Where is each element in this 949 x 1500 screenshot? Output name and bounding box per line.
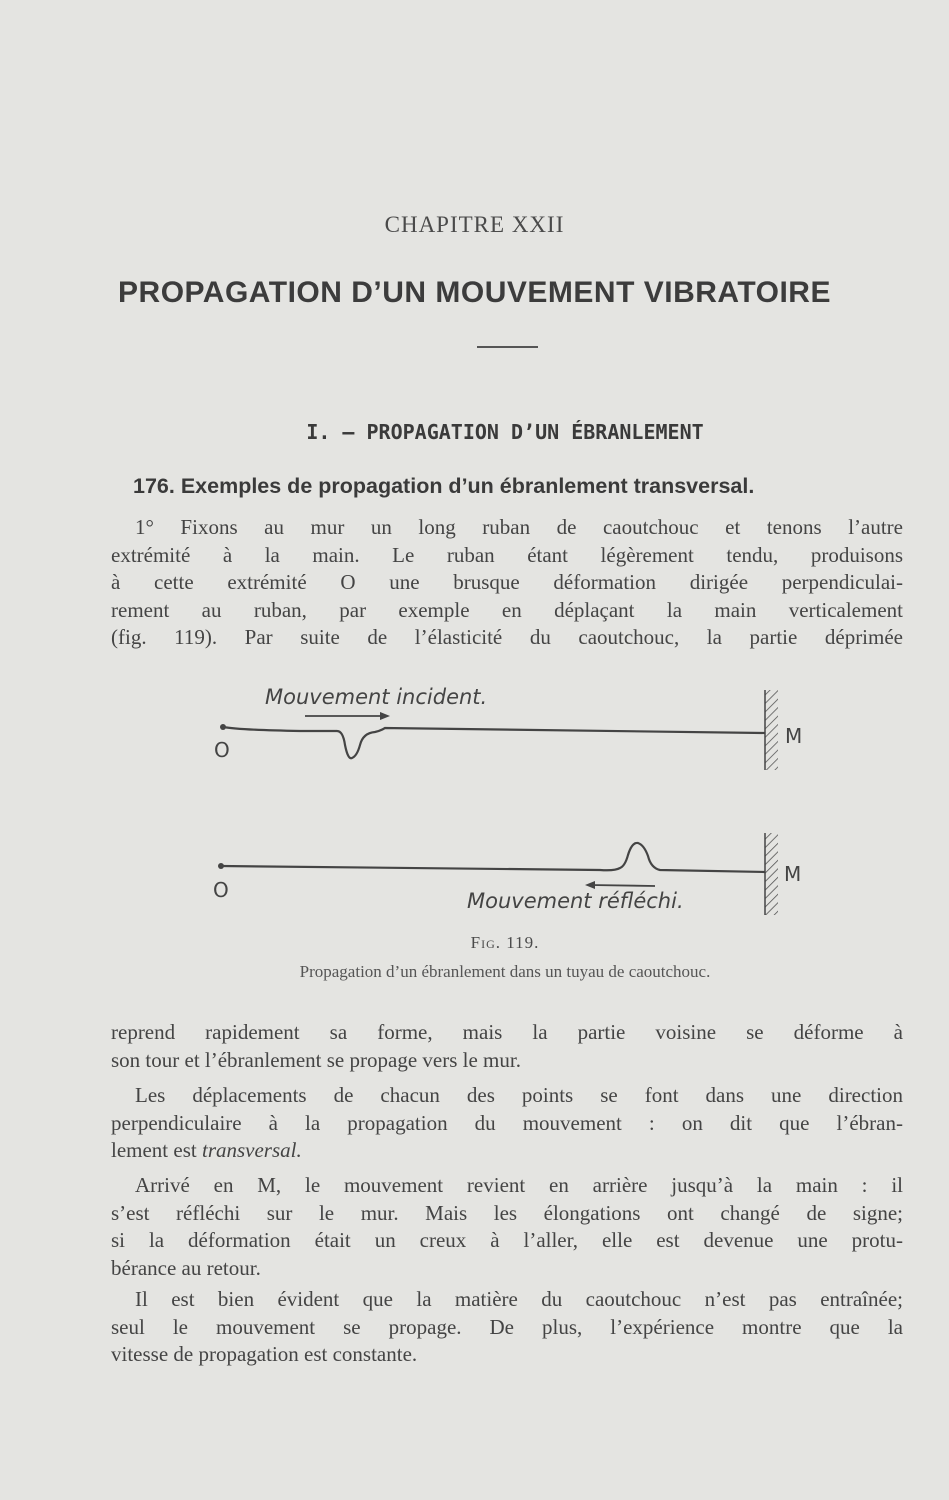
figure-caption: Propagation d’un ébranlement dans un tuyau de caoutchouc. — [299, 962, 711, 981]
paragraph-line: bérance au retour. — [111, 1255, 261, 1280]
wall-bottom — [765, 833, 778, 915]
subsection-heading: 176. Exemples de propagation d’un ébranlement transversal. — [133, 474, 755, 498]
paragraph-line: 1° Fixons au mur un long ruban de caoutchouc et tenons l’autre — [135, 515, 903, 539]
rope-with-trough — [223, 727, 765, 758]
incident-arrowhead — [380, 712, 390, 720]
title-divider — [477, 346, 538, 348]
paragraph-5 — [111, 1286, 903, 1369]
paragraph-line: Les déplacements de chacun des points se font dans une direction — [135, 1083, 903, 1107]
reflected-arrow — [590, 885, 655, 886]
paragraph-line: son tour et l’ébranlement se propage vers le mur. — [111, 1047, 521, 1072]
paragraph-2 — [111, 1019, 903, 1074]
point-m-label-top: M — [785, 724, 803, 748]
paragraph-line: si la déformation était un creux à l’aller, elle est devenue une protu- — [111, 1228, 903, 1252]
point-o-dot-top — [220, 724, 226, 730]
paragraph-3 — [111, 1082, 903, 1165]
emphasis-text: transversal. — [201, 1138, 302, 1162]
paragraph-line: seul le mouvement se propage. De plus, l’expérience montre que la — [111, 1314, 903, 1339]
paragraph-line: (fig. 119). Par suite de l’élasticité du caoutchouc, la partie déprimée — [111, 625, 903, 649]
chapter-title: PROPAGATION D’UN MOUVEMENT VIBRATOIRE — [118, 276, 831, 309]
paragraph-text: lement est — [111, 1138, 202, 1162]
point-o-label-bottom: O — [213, 878, 229, 902]
paragraph-1 — [111, 514, 903, 652]
wall-top — [765, 690, 778, 770]
paragraph-line: rement au ruban, par exemple en déplaçant la main verticalement — [111, 597, 903, 622]
paragraph-line: s’est réfléchi sur le mur. Mais les élongations ont changé de signe; — [111, 1200, 903, 1225]
paragraph-line: Arrivé en M, le mouvement revient en arrière jusqu’à la main : il — [135, 1173, 903, 1197]
paragraph-line: perpendiculaire à la propagation du mouvement : on dit que l’ébran- — [111, 1110, 903, 1135]
paragraph-line — [111, 1137, 903, 1165]
chapter-heading: CHAPITRE XXII — [384, 212, 565, 237]
rope-with-crest — [221, 843, 765, 872]
point-o-label-top: O — [214, 738, 230, 762]
paragraph-line: reprend rapidement sa forme, mais la partie voisine se déforme à — [111, 1020, 903, 1044]
point-m-label-bottom: M — [784, 862, 802, 886]
paragraph-4 — [111, 1172, 903, 1282]
paragraph-line: vitesse de propagation est constante. — [111, 1342, 418, 1366]
figure-number: Fig. 119. — [470, 933, 540, 952]
paragraph-line: extrémité à la main. Le ruban étant légèrement tendu, produisons — [111, 542, 903, 567]
reflected-arrowhead — [585, 881, 595, 889]
paragraph-line: Il est bien évident que la matière du caoutchouc n’est pas entraînée; — [135, 1287, 903, 1311]
paragraph-line: à cette extrémité O une brusque déformation dirigée perpendiculai- — [111, 570, 903, 594]
incident-label: Mouvement incident. — [265, 685, 488, 709]
section-heading: I. — PROPAGATION D’UN ÉBRANLEMENT — [306, 420, 704, 444]
reflected-label: Mouvement réfléchi. — [467, 889, 684, 913]
point-o-dot-bottom — [218, 863, 224, 869]
